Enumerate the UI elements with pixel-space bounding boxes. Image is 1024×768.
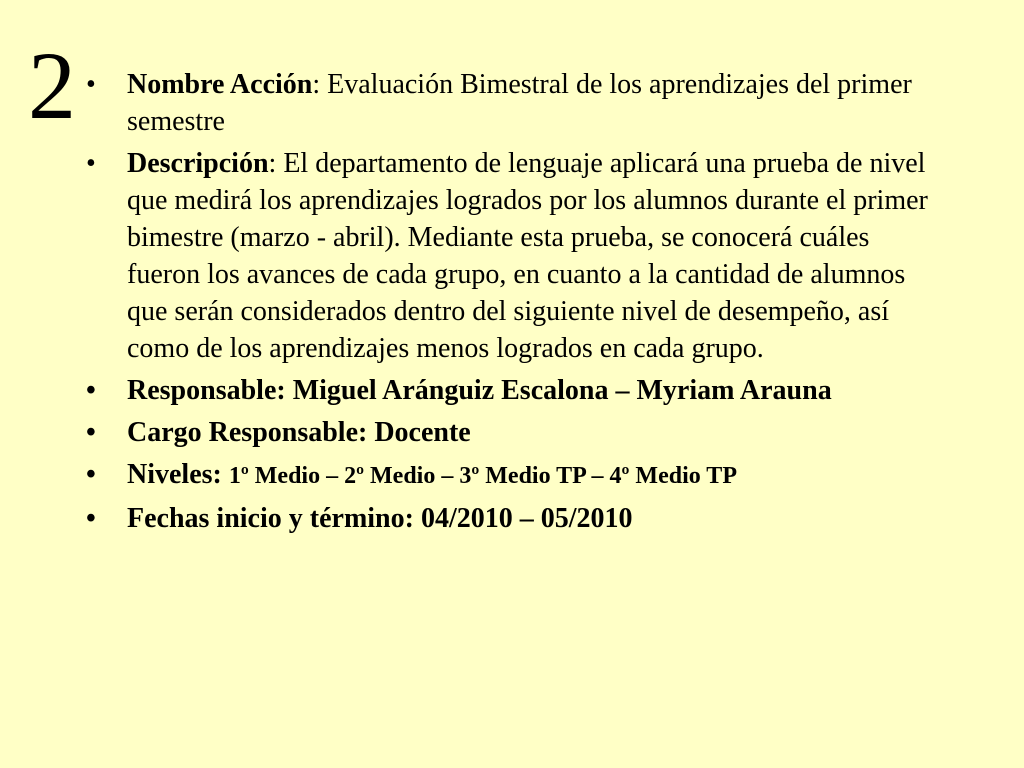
cargo-responsable-text: Cargo Responsable: Docente [127,417,471,448]
bullet-icon: • [86,503,96,534]
descripcion-value: El departamento de lenguaje aplicará una prueba de nivel que medirá los aprendizajes logrados por los alumnos durante el primer bimestre (marzo - abril). Mediante esta prueba, se conocerá cuáles fueron los avances de cada grupo, en cuanto a la cantidad de alumnos que serán considerados dentro del siguiente nivel de desempeño, así como de los aprendizajes menos logrados en cada grupo. [127,148,928,364]
bullet-icon: • [86,459,96,490]
bullet-item-descripcion [0,145,1024,367]
descripcion-label: Descripción [127,148,269,179]
nombre-accion-separator: : [312,69,328,100]
fechas-text: Fechas inicio y término: 04/2010 – 05/2010 [127,503,633,534]
bullet-item-cargo-responsable [0,414,1024,451]
bullet-item-nombre-accion [0,66,1024,140]
descripcion-separator: : [268,148,284,179]
nombre-accion-value: Evaluación Bimestral de los aprendizajes del primer semestre [127,69,912,137]
nombre-accion-label: Nombre Acción [127,69,313,100]
niveles-label: Niveles: [127,459,229,490]
bullet-icon: • [86,375,96,406]
bullet-icon: • [86,69,96,100]
bullet-icon: • [86,148,96,179]
slide-number: 2 [28,32,76,139]
niveles-value: 1º Medio – 2º Medio – 3º Medio TP – 4º Medio TP [228,463,737,489]
bullet-item-fechas [0,500,1024,537]
bullet-item-niveles [0,456,1024,495]
bullet-list [0,66,1024,542]
bullet-item-responsable [0,372,1024,409]
responsable-text: Responsable: Miguel Aránguiz Escalona – Myriam Arauna [127,375,832,406]
bullet-icon: • [86,417,96,448]
